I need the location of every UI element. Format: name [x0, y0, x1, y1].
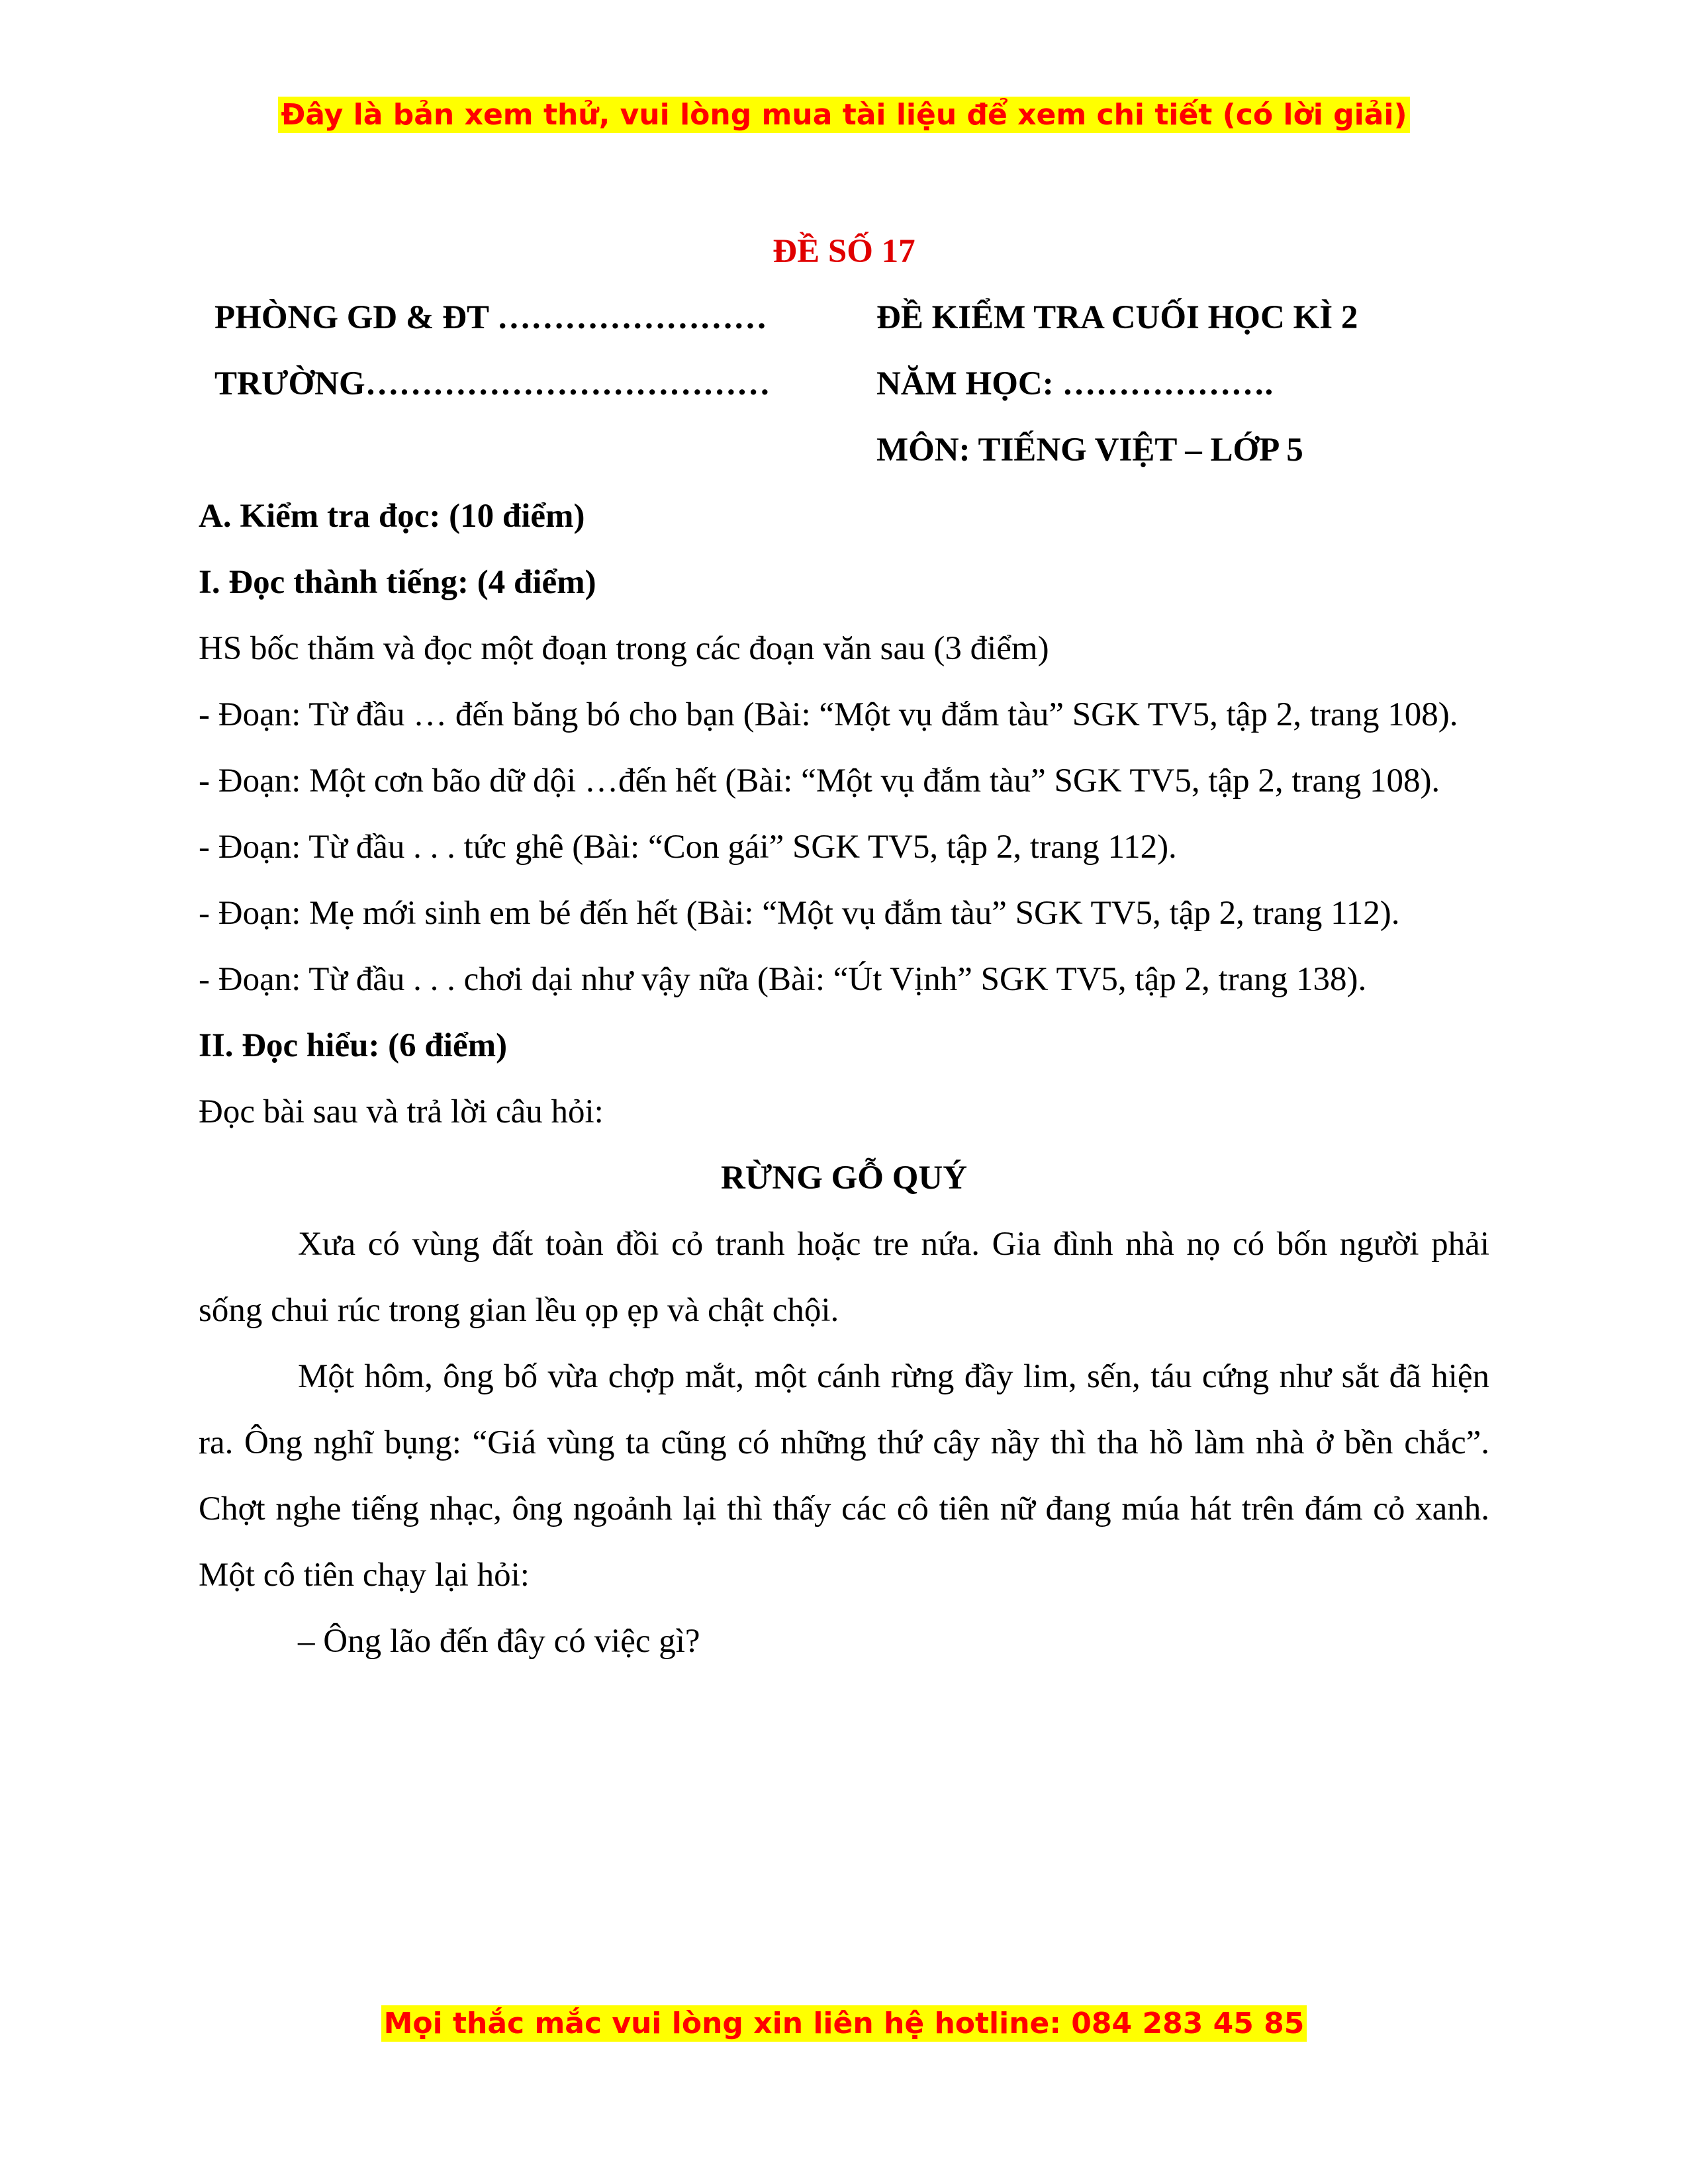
- story-paragraph: Xưa có vùng đất toàn đồi cỏ tranh hoặc tre nứa. Gia đình nhà nọ có bốn người phải sống chui rúc trong gian lều ọp ẹp và chật chội.: [199, 1226, 1489, 1329]
- school-year-line: NĂM HỌC: ……………….: [876, 365, 1274, 402]
- education-office-line: PHÒNG GD & ĐT ……………………: [214, 299, 767, 336]
- section-ii-heading: II. Đọc hiểu: (6 điểm): [199, 1027, 508, 1064]
- section-i-heading: I. Đọc thành tiếng: (4 điểm): [199, 564, 596, 601]
- passage-item: - Đoạn: Mẹ mới sinh em bé đến hết (Bài: “Một vụ đắm tàu” SGK TV5, tập 2, trang 112).: [199, 895, 1400, 932]
- exam-type-line: ĐỀ KIỂM TRA CUỐI HỌC KÌ 2: [876, 299, 1358, 336]
- exam-number: ĐỀ SỐ 17: [773, 233, 915, 270]
- passage-item: - Đoạn: Một cơn bão dữ dội …đến hết (Bài: “Một vụ đắm tàu” SGK TV5, tập 2, trang 108).: [199, 762, 1440, 799]
- story-paragraph: Một hôm, ông bố vừa chợp mắt, một cánh rừng đầy lim, sến, táu cứng như sắt đã hiện ra. Ông nghĩ bụng: “Giá vùng ta cũng có những thứ cây nầy thì tha hồ làm nhà ở bền chắc”. Chợt nghe tiếng nhạc, ông ngoảnh lại thì thấy các cô tiên nữ đang múa hát trên đám cỏ xanh. Một cô tiên chạy lại hỏi:: [199, 1358, 1489, 1594]
- header-spacer: [199, 417, 876, 483]
- subject-line: MÔN: TIẾNG VIỆT – LỚP 5: [876, 432, 1303, 469]
- passage-item: - Đoạn: Từ đầu . . . tức ghê (Bài: “Con gái” SGK TV5, tập 2, trang 112).: [199, 829, 1177, 866]
- exam-header-row-1: [199, 285, 1489, 351]
- reading-instruction: Đọc bài sau và trả lời câu hỏi:: [199, 1093, 604, 1130]
- exam-content: [199, 218, 1489, 1674]
- hotline-text: Mọi thắc mắc vui lòng xin liên hệ hotline: 084 283 45 85: [381, 2005, 1307, 2042]
- passage-item: - Đoạn: Từ đầu . . . chơi dại như vậy nữa (Bài: “Út Vịnh” SGK TV5, tập 2, trang 138).: [199, 961, 1367, 998]
- exam-header-row-3: [199, 417, 1489, 483]
- story-paragraph: – Ông lão đến đây có việc gì?: [298, 1623, 700, 1660]
- reading-intro: HS bốc thăm và đọc một đoạn trong các đoạn văn sau (3 điểm): [199, 630, 1049, 667]
- exam-header-row-2: [199, 351, 1489, 417]
- preview-notice-text: Đây là bản xem thử, vui lòng mua tài liệu để xem chi tiết (có lời giải): [278, 97, 1409, 133]
- section-a-heading: A. Kiểm tra đọc: (10 điểm): [199, 498, 585, 535]
- preview-notice-banner: [0, 98, 1688, 132]
- hotline-banner: [0, 2007, 1688, 2040]
- story-title: RỪNG GỖ QUÝ: [720, 1160, 968, 1197]
- passage-item: - Đoạn: Từ đầu … đến băng bó cho bạn (Bài: “Một vụ đắm tàu” SGK TV5, tập 2, trang 108).: [199, 696, 1458, 733]
- school-line: TRƯỜNG………………………………: [214, 365, 771, 402]
